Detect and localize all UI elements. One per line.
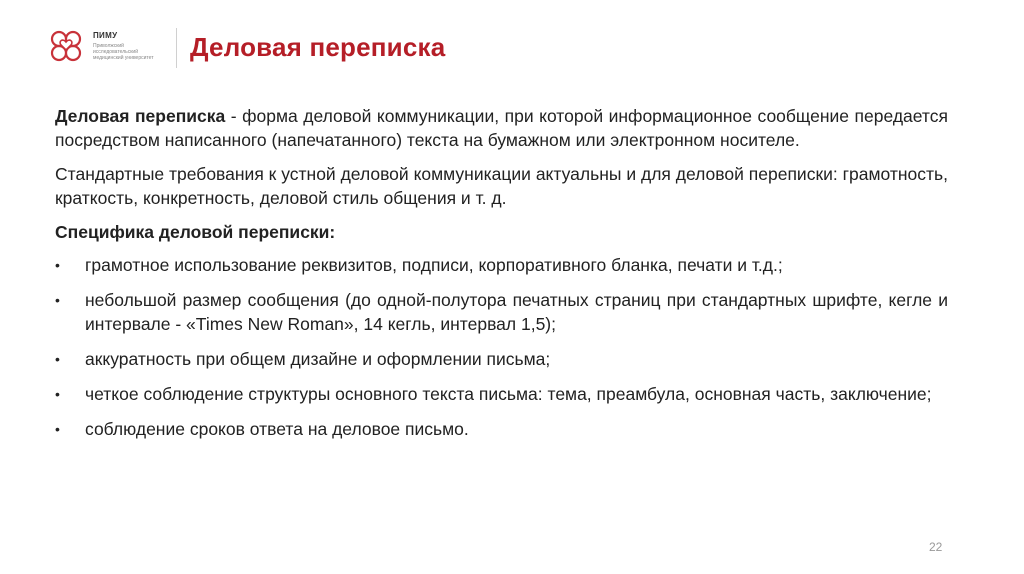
specifics-list bbox=[55, 253, 948, 441]
bullet-icon: • bbox=[55, 386, 60, 402]
university-logo-icon bbox=[46, 26, 86, 66]
requirements-paragraph: Стандартные требования к устной деловой коммуникации актуальны и для деловой переписки: грамотность, краткость, конкретность, деловой стиль общения и т. д. bbox=[55, 164, 948, 208]
slide-content bbox=[55, 104, 948, 452]
list-item bbox=[55, 253, 948, 277]
specifics-heading: Специфика деловой переписки: bbox=[55, 222, 336, 242]
brand-subtitle-line: Приволжский bbox=[93, 43, 124, 49]
list-item-text: соблюдение сроков ответа на деловое письмо. bbox=[85, 419, 469, 439]
list-item bbox=[55, 347, 948, 371]
brand-subtitle-line: медицинский университет bbox=[93, 55, 154, 61]
definition-term: Деловая переписка bbox=[55, 106, 226, 126]
list-item-text: грамотное использование реквизитов, подписи, корпоративного бланка, печати и т.д.; bbox=[85, 255, 783, 275]
header-divider bbox=[176, 28, 177, 68]
list-item bbox=[55, 417, 948, 441]
bullet-icon: • bbox=[55, 421, 60, 437]
list-item-text: аккуратность при общем дизайне и оформлении письма; bbox=[85, 349, 551, 369]
slide-header bbox=[0, 0, 1024, 95]
list-item-text: небольшой размер сообщения (до одной-полутора печатных страниц при стандартных шрифте, кегле и интервале - «Times New Roman», 14 кегль, интервал 1,5); bbox=[85, 290, 948, 334]
definition-text: - форма деловой коммуникации, при которой информационное сообщение передается посредством написанного (напечатанного) текста на бумажном или электронном носителе. bbox=[55, 106, 948, 150]
page-number: 22 bbox=[929, 540, 943, 554]
list-item-text: четкое соблюдение структуры основного текста письма: тема, преамбула, основная часть, заключение; bbox=[85, 384, 932, 404]
bullet-icon: • bbox=[55, 292, 60, 308]
brand-subtitle-line: исследовательский bbox=[93, 49, 138, 55]
bullet-icon: • bbox=[55, 351, 60, 367]
brand-name: ПИМУ bbox=[93, 31, 118, 40]
definition-paragraph bbox=[55, 104, 948, 152]
brand-block bbox=[93, 31, 154, 61]
bullet-icon: • bbox=[55, 257, 60, 273]
list-item bbox=[55, 288, 948, 336]
slide-title: Деловая переписка bbox=[190, 32, 446, 62]
list-item bbox=[55, 382, 948, 406]
